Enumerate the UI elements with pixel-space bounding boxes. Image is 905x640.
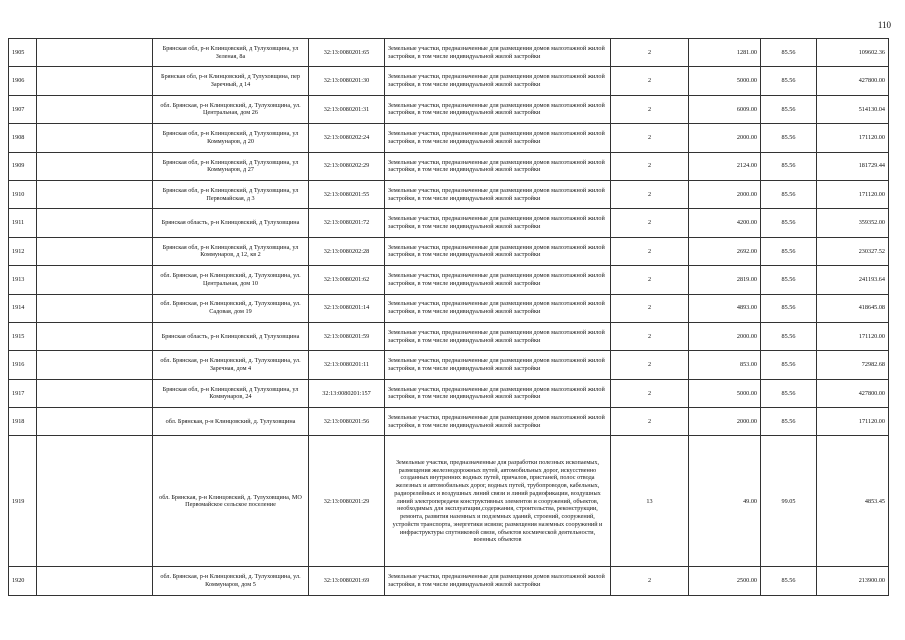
land-use-cell: Земельные участки, предназначенные для размещения домов малоэтажной жилой застройки, в том числе индивидуальной жилой застройки xyxy=(385,408,611,436)
cadastral-value-cell: 514130.04 xyxy=(817,95,889,123)
land-use-cell: Земельные участки, предназначенные для размещения домов малоэтажной жилой застройки, в том числе индивидуальной жилой застройки xyxy=(385,95,611,123)
area-cell: 2500.00 xyxy=(689,567,761,595)
category-cell: 2 xyxy=(611,152,689,180)
area-cell: 853.00 xyxy=(689,351,761,379)
area-cell: 4200.00 xyxy=(689,209,761,237)
table-row xyxy=(9,436,889,567)
row-number: 1916 xyxy=(9,351,37,379)
rate-cell: 85.56 xyxy=(761,39,817,67)
row-number: 1905 xyxy=(9,39,37,67)
category-cell: 2 xyxy=(611,209,689,237)
address-cell: обл. Брянская, р-н Клинцовский, д. Тулуховщина, ул. Садовая, дом 19 xyxy=(153,294,309,322)
cadastral-value-cell: 171120.00 xyxy=(817,408,889,436)
cadastral-value-cell: 109602.36 xyxy=(817,39,889,67)
cadastral-number-cell: 32:13:0080201:11 xyxy=(309,351,385,379)
cadastral-value-cell: 72982.68 xyxy=(817,351,889,379)
cadastral-number-cell: 32:13:0080202:24 xyxy=(309,124,385,152)
cadastral-number-cell: 32:13:0080201:56 xyxy=(309,408,385,436)
row-number: 1920 xyxy=(9,567,37,595)
address-cell: Брянская обл, р-н Клинцовский, д Тулуховщина, ул Первомайская, д 3 xyxy=(153,180,309,208)
category-cell: 2 xyxy=(611,95,689,123)
rate-cell: 85.56 xyxy=(761,95,817,123)
land-use-cell: Земельные участки, предназначенные для размещения домов малоэтажной жилой застройки, в том числе индивидуальной жилой застройки xyxy=(385,322,611,350)
empty-cell xyxy=(37,180,153,208)
category-cell: 13 xyxy=(611,436,689,567)
row-number: 1908 xyxy=(9,124,37,152)
area-cell: 2000.00 xyxy=(689,322,761,350)
rate-cell: 85.56 xyxy=(761,379,817,407)
land-use-cell: Земельные участки, предназначенные для размещения домов малоэтажной жилой застройки, в том числе индивидуальной жилой застройки xyxy=(385,67,611,95)
row-number: 1914 xyxy=(9,294,37,322)
area-cell: 1281.00 xyxy=(689,39,761,67)
area-cell: 2692.00 xyxy=(689,237,761,265)
table-row xyxy=(9,379,889,407)
cadastral-number-cell: 32:13:0080202:29 xyxy=(309,152,385,180)
cadastral-number-cell: 32:13:0080201:30 xyxy=(309,67,385,95)
cadastral-number-cell: 32:13:0080201:14 xyxy=(309,294,385,322)
cadastral-value-cell: 171120.00 xyxy=(817,322,889,350)
address-cell: обл. Брянская, р-н Клинцовский, д. Тулуховщина, ул. Коммунаров, дом 5 xyxy=(153,567,309,595)
empty-cell xyxy=(37,351,153,379)
address-cell: Брянская область, р-н Клинцовский, д Тулуховщина xyxy=(153,209,309,237)
rate-cell: 85.56 xyxy=(761,322,817,350)
address-cell: обл. Брянская, р-н Клинцовский, д. Тулуховщина, МО Первомайское сельское поселение xyxy=(153,436,309,567)
rate-cell: 85.56 xyxy=(761,180,817,208)
page-number: 110 xyxy=(877,20,891,30)
land-use-cell: Земельные участки, предназначенные для размещения домов малоэтажной жилой застройки, в том числе индивидуальной жилой застройки xyxy=(385,379,611,407)
cadastral-number-cell: 32:13:0080201:62 xyxy=(309,266,385,294)
rate-cell: 85.56 xyxy=(761,237,817,265)
area-cell: 2819.00 xyxy=(689,266,761,294)
table-row xyxy=(9,95,889,123)
row-number: 1913 xyxy=(9,266,37,294)
cadastral-value-cell: 4853.45 xyxy=(817,436,889,567)
land-use-cell: Земельные участки, предназначенные для размещения домов малоэтажной жилой застройки, в том числе индивидуальной жилой застройки xyxy=(385,209,611,237)
row-number: 1909 xyxy=(9,152,37,180)
cadastral-number-cell: 32:13:0080201:59 xyxy=(309,322,385,350)
area-cell: 5000.00 xyxy=(689,379,761,407)
row-number: 1911 xyxy=(9,209,37,237)
land-use-cell: Земельные участки, предназначенные для размещения домов малоэтажной жилой застройки, в том числе индивидуальной жилой застройки xyxy=(385,351,611,379)
table-row xyxy=(9,67,889,95)
category-cell: 2 xyxy=(611,266,689,294)
row-number: 1910 xyxy=(9,180,37,208)
cadastral-value-cell: 359352.00 xyxy=(817,209,889,237)
empty-cell xyxy=(37,124,153,152)
empty-cell xyxy=(37,408,153,436)
address-cell: обл. Брянская, р-н Клинцовский, д. Тулуховщина xyxy=(153,408,309,436)
land-use-cell: Земельные участки, предназначенные для размещения домов малоэтажной жилой застройки, в том числе индивидуальной жилой застройки xyxy=(385,237,611,265)
land-use-cell: Земельные участки, предназначенные для размещения домов малоэтажной жилой застройки, в том числе индивидуальной жилой застройки xyxy=(385,152,611,180)
area-cell: 2000.00 xyxy=(689,408,761,436)
rate-cell: 85.56 xyxy=(761,266,817,294)
table-row xyxy=(9,322,889,350)
cadastral-value-cell: 171120.00 xyxy=(817,180,889,208)
address-cell: Брянская обл, р-н Клинцовский, д Тулуховщина, ул Коммунаров, д 12, кв 2 xyxy=(153,237,309,265)
rate-cell: 85.56 xyxy=(761,67,817,95)
table-row xyxy=(9,180,889,208)
land-use-cell: Земельные участки, предназначенные для размещения домов малоэтажной жилой застройки, в том числе индивидуальной жилой застройки xyxy=(385,39,611,67)
table-row xyxy=(9,237,889,265)
table-row xyxy=(9,567,889,595)
category-cell: 2 xyxy=(611,39,689,67)
category-cell: 2 xyxy=(611,351,689,379)
land-use-cell: Земельные участки, предназначенные для разработки полезных ископаемых, размещения железнодорожных путей, автомобильных дорог, искусственно созданных внутренних водных путей, причалов, пристаней, полос отвода железных и автомобильных дорог, водных путей, трубопроводов, кабельных, радиорелейных и воздушных линий связи и линий радиофикации, воздушных линий электропередачи конструктивных элементов и сооружений, объектов, необходимых для эксплуатации,содержания, строительства, реконструкции, ремонта, развития наземных и подземных зданий, строений, сооружений, устройств транспорта, энергетики исвязи; размещения наземных сооружений и инфраструктуры спутниковой связи, объектов космической деятельности, военных объектов xyxy=(385,436,611,567)
land-use-cell: Земельные участки, предназначенные для размещения домов малоэтажной жилой застройки, в том числе индивидуальной жилой застройки xyxy=(385,124,611,152)
table-row xyxy=(9,152,889,180)
empty-cell xyxy=(37,39,153,67)
area-cell: 2000.00 xyxy=(689,180,761,208)
table-row xyxy=(9,39,889,67)
area-cell: 49.00 xyxy=(689,436,761,567)
area-cell: 2000.00 xyxy=(689,124,761,152)
address-cell: Брянская обл, р-н Клинцовский, д Тулуховщина, ул Коммунаров, 24 xyxy=(153,379,309,407)
empty-cell xyxy=(37,95,153,123)
row-number: 1917 xyxy=(9,379,37,407)
cadastral-number-cell: 32:13:0080201:69 xyxy=(309,567,385,595)
cadastral-value-cell: 181729.44 xyxy=(817,152,889,180)
cadastral-value-cell: 427800.00 xyxy=(817,67,889,95)
cadastral-number-cell: 32:13:0080201:157 xyxy=(309,379,385,407)
empty-cell xyxy=(37,379,153,407)
empty-cell xyxy=(37,67,153,95)
rate-cell: 85.56 xyxy=(761,209,817,237)
row-number: 1918 xyxy=(9,408,37,436)
cadastral-value-cell: 241193.64 xyxy=(817,266,889,294)
cadastral-value-cell: 171120.00 xyxy=(817,124,889,152)
category-cell: 2 xyxy=(611,379,689,407)
table-body xyxy=(9,39,889,596)
category-cell: 2 xyxy=(611,567,689,595)
rate-cell: 85.56 xyxy=(761,408,817,436)
address-cell: обл. Брянская, р-н Клинцовский, д. Тулуховщина, ул. Центральная, дом 26 xyxy=(153,95,309,123)
cadastral-number-cell: 32:13:0080201:72 xyxy=(309,209,385,237)
table-row xyxy=(9,294,889,322)
rate-cell: 85.56 xyxy=(761,567,817,595)
cadastral-value-cell: 427800.00 xyxy=(817,379,889,407)
rate-cell: 85.56 xyxy=(761,124,817,152)
empty-cell xyxy=(37,237,153,265)
category-cell: 2 xyxy=(611,237,689,265)
category-cell: 2 xyxy=(611,408,689,436)
address-cell: Брянская обл, р-н Клинцовский, д Тулуховщина, пер Заречный, д 14 xyxy=(153,67,309,95)
table-row xyxy=(9,124,889,152)
area-cell: 2124.00 xyxy=(689,152,761,180)
category-cell: 2 xyxy=(611,180,689,208)
empty-cell xyxy=(37,567,153,595)
empty-cell xyxy=(37,209,153,237)
cadastral-number-cell: 32:13:0080201:65 xyxy=(309,39,385,67)
cadastral-number-cell: 32:13:0080201:29 xyxy=(309,436,385,567)
address-cell: обл. Брянская, р-н Клинцовский, д. Тулуховщина, ул. Центральная, дом 10 xyxy=(153,266,309,294)
row-number: 1915 xyxy=(9,322,37,350)
cadastral-number-cell: 32:13:0080201:55 xyxy=(309,180,385,208)
empty-cell xyxy=(37,436,153,567)
table-row xyxy=(9,209,889,237)
rate-cell: 85.56 xyxy=(761,351,817,379)
category-cell: 2 xyxy=(611,124,689,152)
cadastral-value-cell: 418645.08 xyxy=(817,294,889,322)
address-cell: Брянская обл, р-н Клинцовский, д Тулуховщина, ул Коммунаров, д 20 xyxy=(153,124,309,152)
empty-cell xyxy=(37,294,153,322)
table-row xyxy=(9,408,889,436)
cadastral-number-cell: 32:13:0080201:31 xyxy=(309,95,385,123)
table-row xyxy=(9,351,889,379)
category-cell: 2 xyxy=(611,322,689,350)
land-use-cell: Земельные участки, предназначенные для размещения домов малоэтажной жилой застройки, в том числе индивидуальной жилой застройки xyxy=(385,294,611,322)
land-use-cell: Земельные участки, предназначенные для размещения домов малоэтажной жилой застройки, в том числе индивидуальной жилой застройки xyxy=(385,266,611,294)
empty-cell xyxy=(37,152,153,180)
table-row xyxy=(9,266,889,294)
cadastral-number-cell: 32:13:0080202:28 xyxy=(309,237,385,265)
area-cell: 6009.00 xyxy=(689,95,761,123)
address-cell: обл. Брянская, р-н Клинцовский, д. Тулуховщина, ул. Заречная, дом 4 xyxy=(153,351,309,379)
rate-cell: 85.56 xyxy=(761,152,817,180)
empty-cell xyxy=(37,266,153,294)
rate-cell: 85.56 xyxy=(761,294,817,322)
cadastral-value-cell: 213900.00 xyxy=(817,567,889,595)
land-use-cell: Земельные участки, предназначенные для размещения домов малоэтажной жилой застройки, в том числе индивидуальной жилой застройки xyxy=(385,180,611,208)
category-cell: 2 xyxy=(611,67,689,95)
cadastral-value-cell: 230327.52 xyxy=(817,237,889,265)
row-number: 1912 xyxy=(9,237,37,265)
row-number: 1919 xyxy=(9,436,37,567)
address-cell: Брянская обл, р-н Клинцовский, д Тулуховщина, ул Зеленая, 8а xyxy=(153,39,309,67)
land-use-cell: Земельные участки, предназначенные для размещения домов малоэтажной жилой застройки, в том числе индивидуальной жилой застройки xyxy=(385,567,611,595)
category-cell: 2 xyxy=(611,294,689,322)
empty-cell xyxy=(37,322,153,350)
address-cell: Брянская область, р-н Клинцовский, д Тулуховщина xyxy=(153,322,309,350)
row-number: 1906 xyxy=(9,67,37,95)
rate-cell: 99.05 xyxy=(761,436,817,567)
row-number: 1907 xyxy=(9,95,37,123)
area-cell: 4893.00 xyxy=(689,294,761,322)
area-cell: 5000.00 xyxy=(689,67,761,95)
cadastral-value-table xyxy=(8,38,889,596)
address-cell: Брянская обл, р-н Клинцовский, д Тулуховщина, ул Коммунаров, д 27 xyxy=(153,152,309,180)
